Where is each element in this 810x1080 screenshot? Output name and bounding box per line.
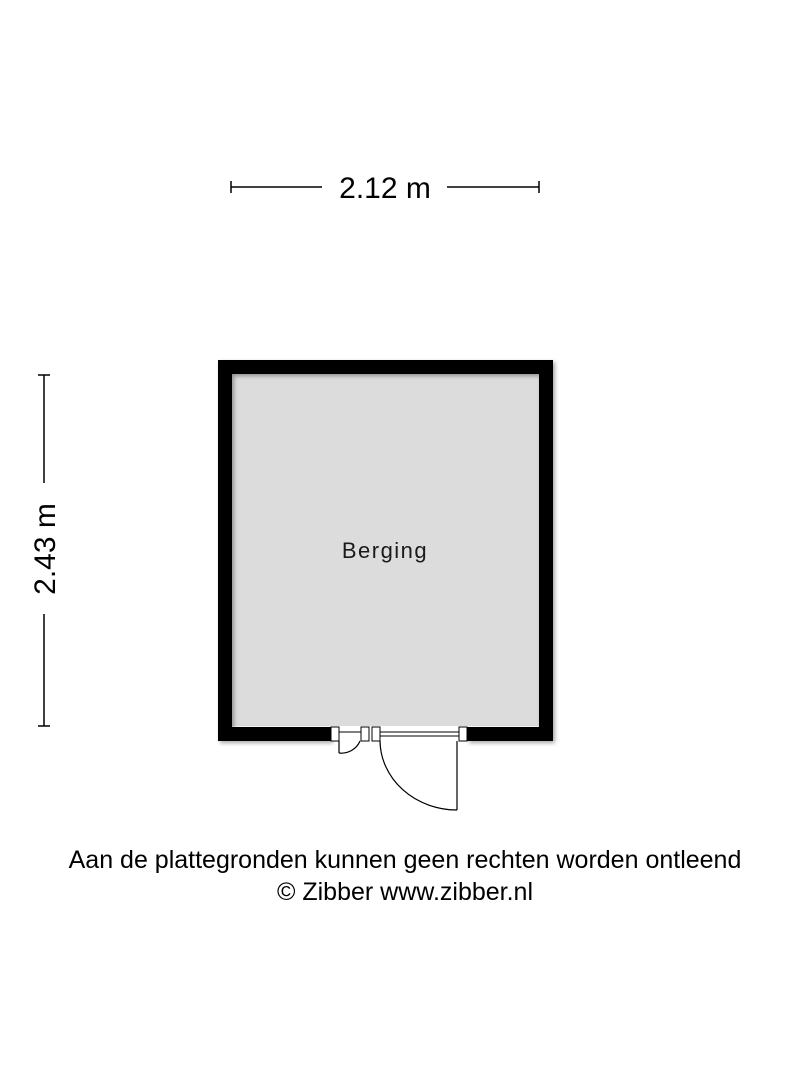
copyright-text: © Zibber www.zibber.nl [276, 878, 534, 906]
disclaimer-text: Aan de plattegronden kunnen geen rechten worden ontleend [68, 846, 742, 874]
door-frame-mid-right [372, 727, 380, 741]
door-frames [331, 727, 467, 741]
width-label: 2.12 m [339, 172, 431, 205]
width-dimension [231, 172, 539, 205]
height-dimension [29, 375, 62, 726]
small-door-swing-arc [339, 741, 360, 753]
door-frame-left [331, 727, 339, 741]
door-frame-right [459, 727, 467, 741]
wall-top [218, 360, 553, 374]
wall-right [539, 360, 553, 741]
large-door-swing-arc [380, 741, 457, 810]
room-berging [218, 360, 553, 810]
wall-left [218, 360, 232, 741]
wall-bottom-right [467, 727, 553, 741]
large-door [380, 741, 457, 810]
door-frame-mid-left [361, 727, 369, 741]
small-door [339, 741, 360, 753]
height-label: 2.43 m [29, 503, 62, 595]
room-label: Berging [341, 538, 429, 563]
wall-bottom-left [218, 727, 331, 741]
